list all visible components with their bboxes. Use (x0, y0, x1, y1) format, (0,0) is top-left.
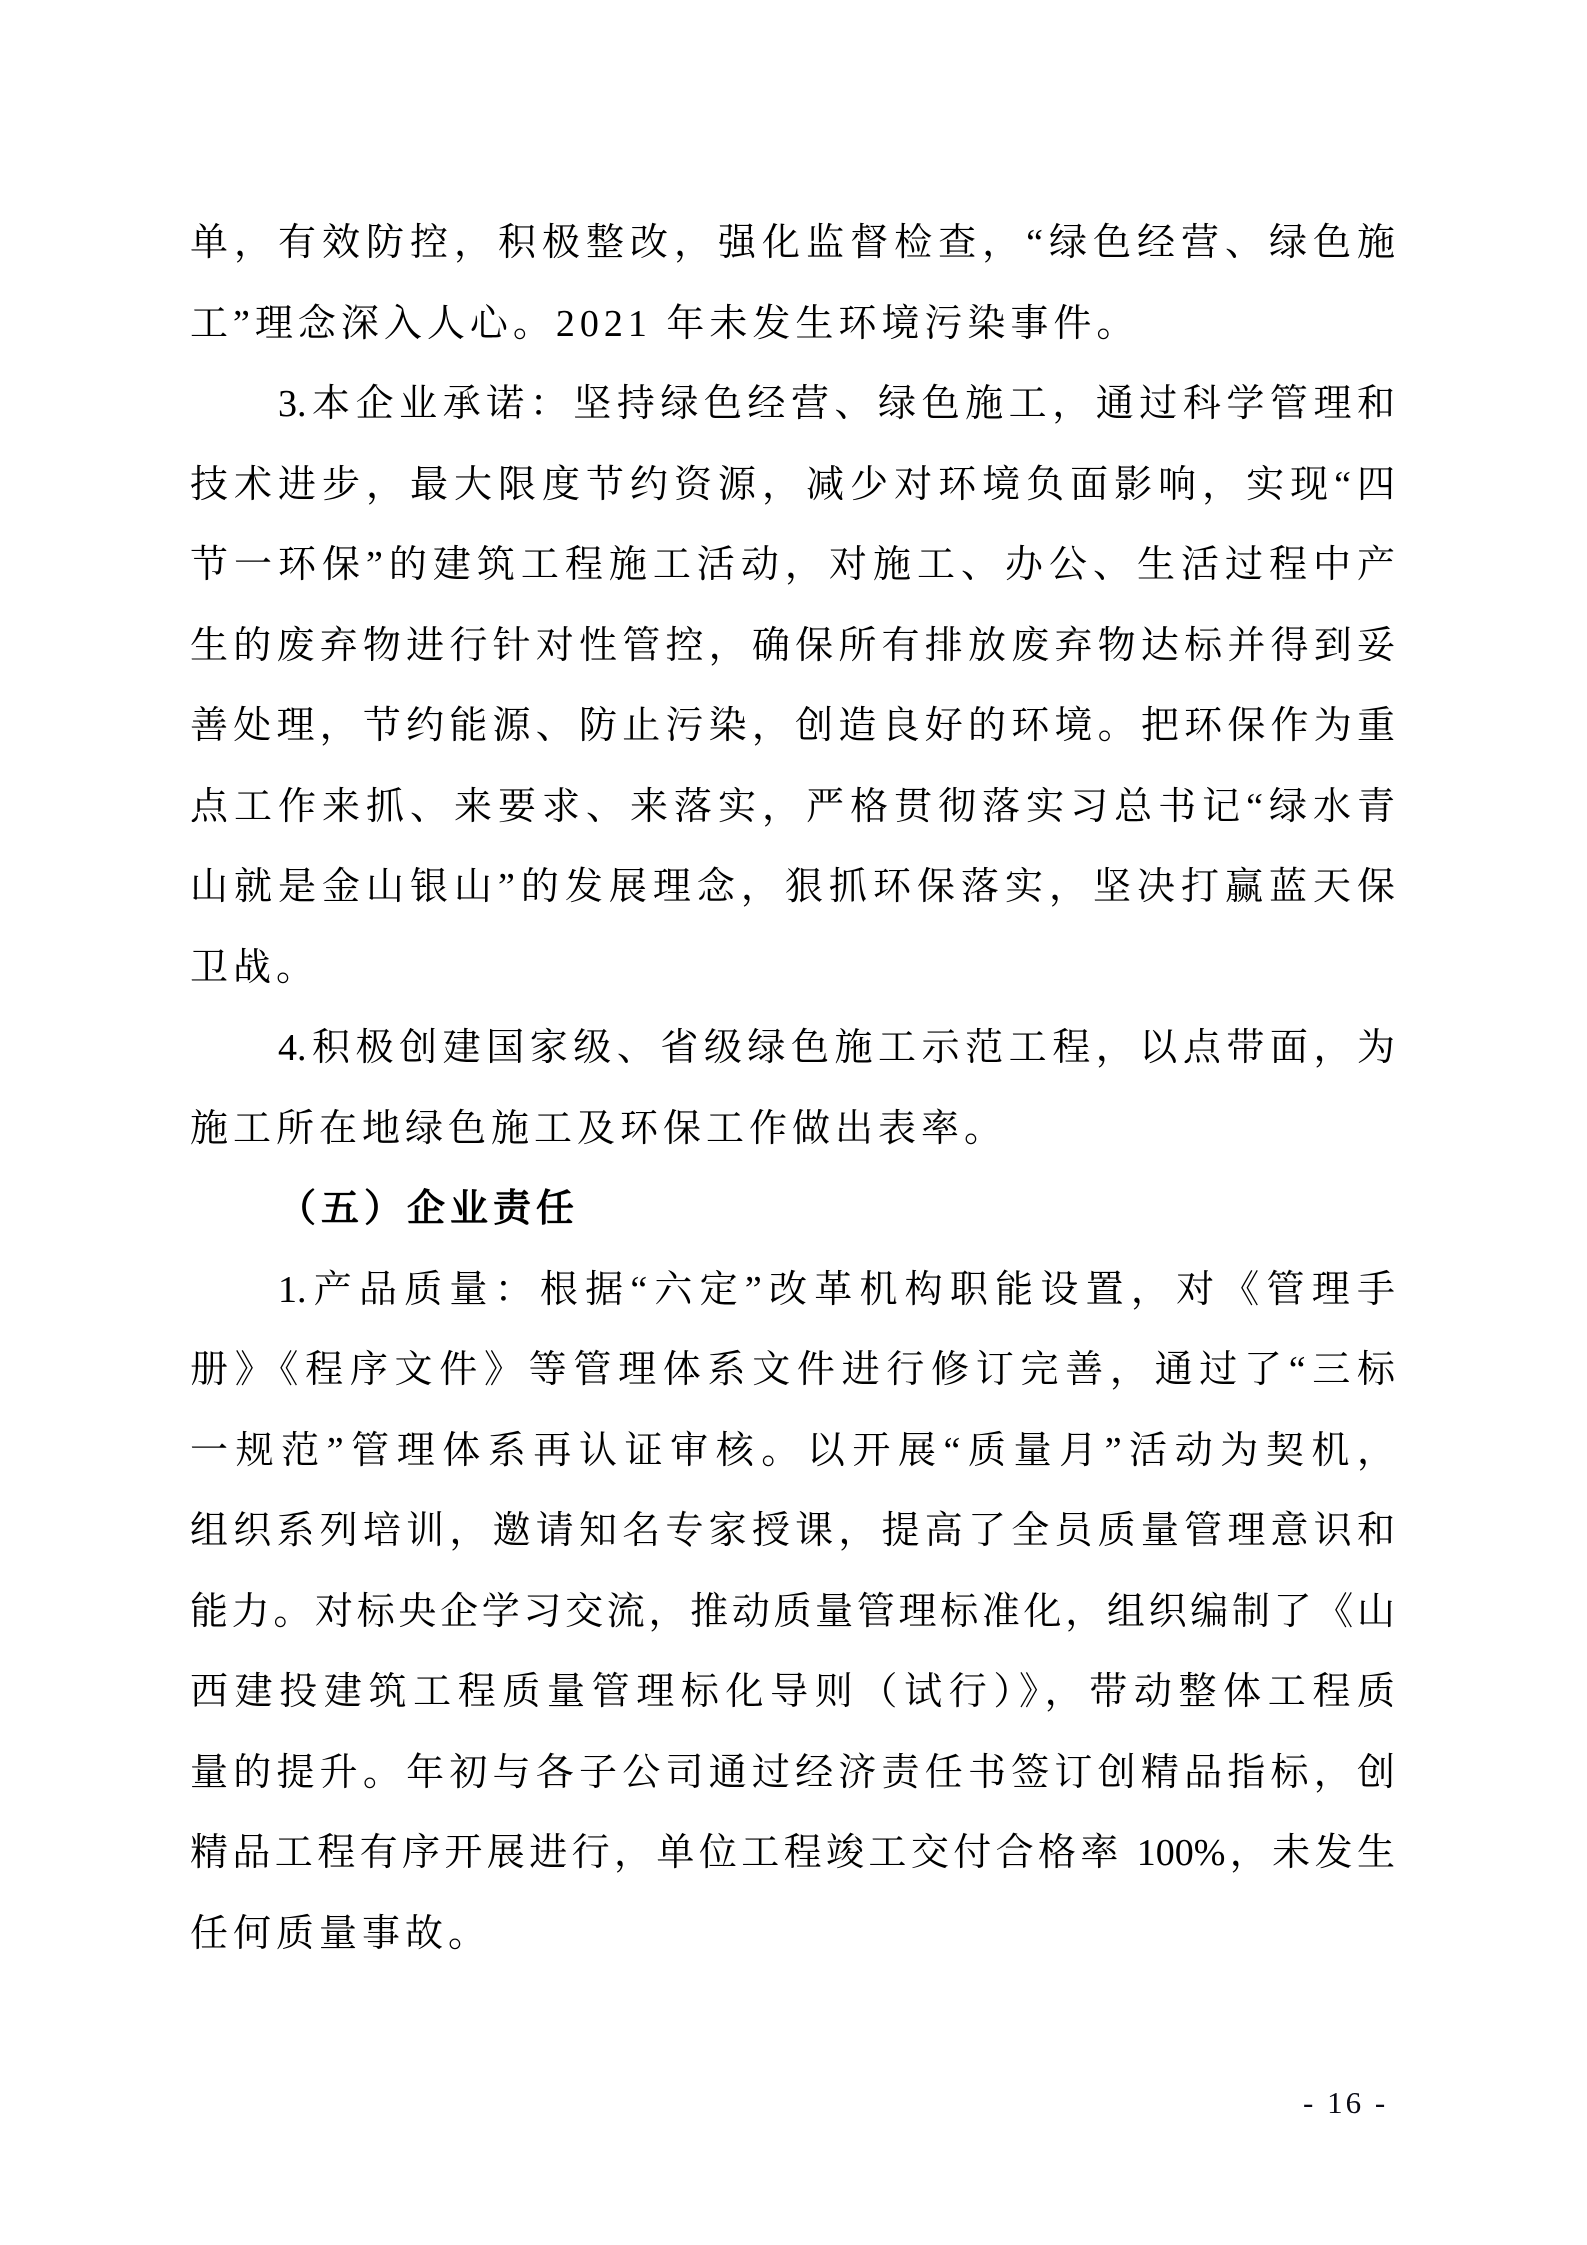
text-line: 山就是金山银山”的发展理念，狠抓环保落实，坚决打赢蓝天保 (190, 866, 1395, 908)
text-line: 工”理念深入人心。2021 年未发生环境污染事件。 (190, 302, 1140, 345)
text-line: 任何质量事故。 (190, 1912, 492, 1955)
text-line: 单，有效防控，积极整改，强化监督检查，“绿色经营、绿色施 (190, 222, 1395, 264)
text-line: 4.积极创建国家级、省级绿色施工示范工程，以点带面，为 (278, 1027, 1395, 1069)
text-line: 节一环保”的建筑工程施工活动，对施工、办公、生活过程中产 (190, 544, 1395, 586)
text-line: 精品工程有序开展进行，单位工程竣工交付合格率 100%，未发生 (190, 1832, 1395, 1874)
text-line: 生的废弃物进行针对性管控，确保所有排放废弃物达标并得到妥 (190, 624, 1395, 667)
text-line: 量的提升。年初与各子公司通过经济责任书签订创精品指标，创 (190, 1751, 1395, 1794)
text-line: 西建投建筑工程质量管理标化导则（试行）》，带动整体工程质 (190, 1671, 1395, 1713)
page-number: - 16 - (1303, 2085, 1389, 2120)
text-line: 3.本企业承诺：坚持绿色经营、绿色施工，通过科学管理和 (278, 383, 1395, 425)
text-line: 组织系列培训，邀请知名专家授课，提高了全员质量管理意识和 (190, 1510, 1395, 1552)
document-body (190, 203, 1395, 1974)
text-line: 技术进步，最大限度节约资源，减少对环境负面影响，实现“四 (190, 463, 1395, 506)
text-line: 一规范”管理体系再认证审核。以开展“质量月”活动为契机， (190, 1429, 1395, 1472)
text-line: 能力。对标央企学习交流，推动质量管理标准化，组织编制了《山 (190, 1590, 1395, 1633)
text-line: 点工作来抓、来要求、来落实，严格贯彻落实习总书记“绿水青 (190, 785, 1395, 828)
text-line: 1.产品质量：根据“六定”改革机构职能设置，对《管理手 (278, 1268, 1395, 1311)
text-line: 卫战。 (190, 946, 320, 989)
text-line: 施工所在地绿色施工及环保工作做出表率。 (190, 1107, 1008, 1150)
text-line: 册》《程序文件》等管理体系文件进行修订完善，通过了“三标 (190, 1349, 1395, 1391)
text-line: 善处理，节约能源、防止污染，创造良好的环境。把环保作为重 (190, 705, 1395, 747)
section-heading: （五）企业责任 (278, 1188, 580, 1230)
